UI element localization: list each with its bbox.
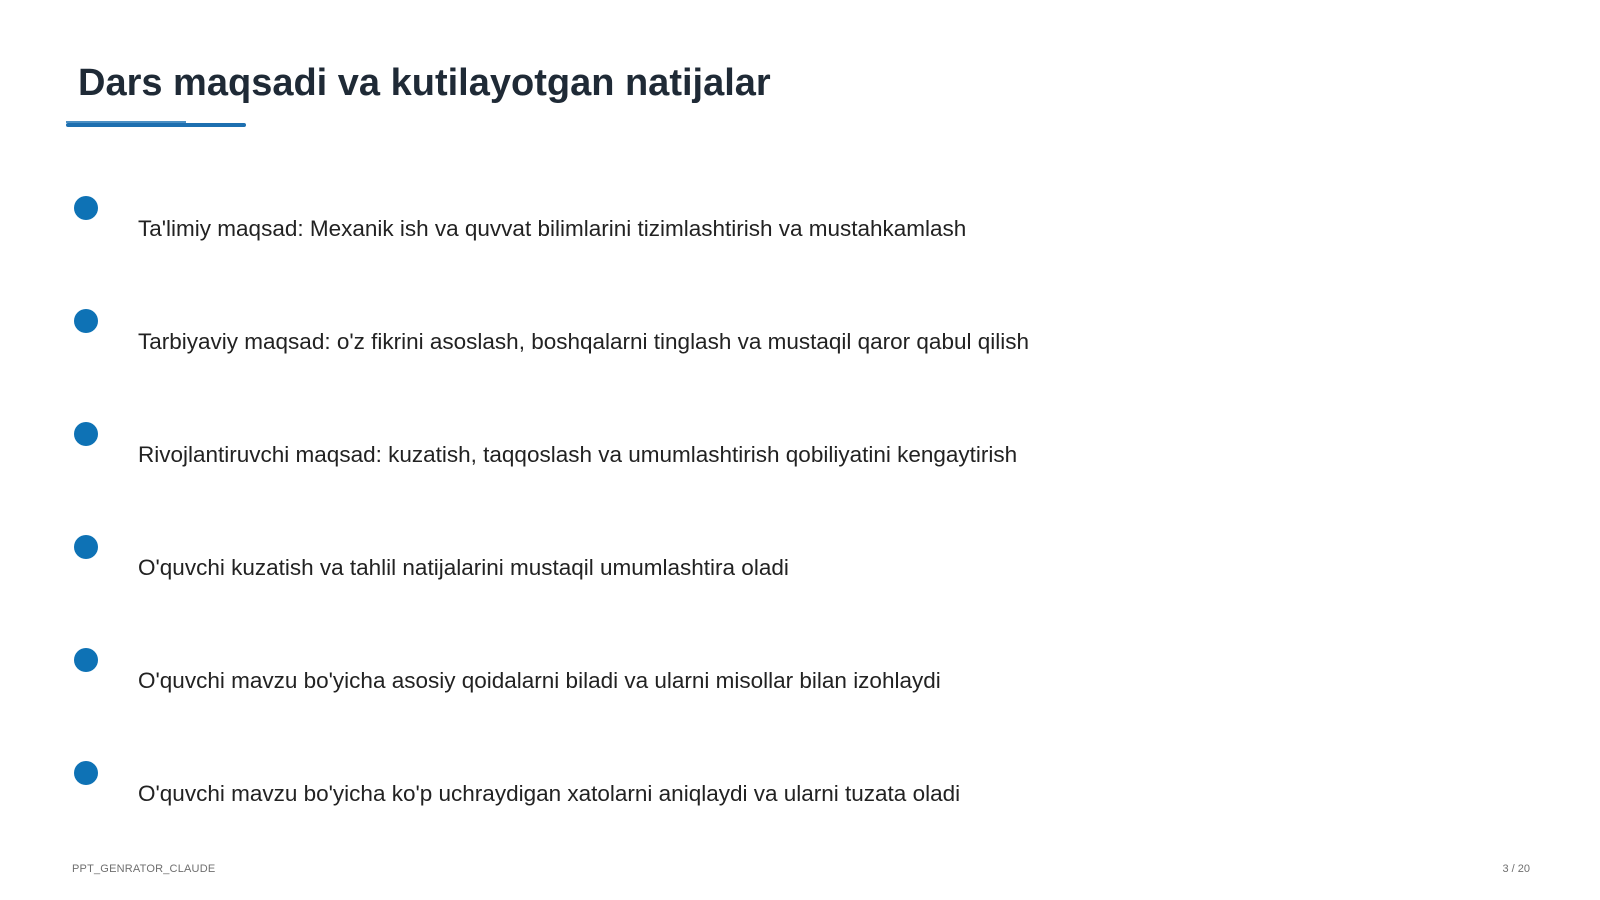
bullet-item	[74, 648, 1474, 718]
bullet-text: Tarbiyaviy maqsad: o'z fikrini asoslash, boshqalarni tinglash va mustaqil qaror qabul qilish	[138, 329, 1029, 354]
bullet-item	[74, 422, 1474, 492]
footer-source: PPT_GENRATOR_CLAUDE	[72, 863, 216, 875]
bullet-item	[74, 761, 1474, 831]
bullet-text: O'quvchi mavzu bo'yicha asosiy qoidalarni biladi va ularni misollar bilan izohlaydi	[138, 668, 941, 693]
bullet-item	[74, 535, 1474, 605]
bullet-item	[74, 196, 1474, 266]
page-number: 3 / 20	[1502, 863, 1530, 875]
circle-bullet-icon	[74, 648, 98, 672]
circle-bullet-icon	[74, 761, 98, 785]
bullet-text: O'quvchi mavzu bo'yicha ko'p uchraydigan xatolarni aniqlaydi va ularni tuzata oladi	[138, 781, 961, 806]
circle-bullet-icon	[74, 535, 98, 559]
bullet-text: Ta'limiy maqsad: Mexanik ish va quvvat bilimlarini tizimlashtirish va mustahkamlash	[138, 216, 967, 241]
slide-title: Dars maqsadi va kutilayotgan natijalar	[78, 62, 771, 104]
circle-bullet-icon	[74, 422, 98, 446]
bullet-text: O'quvchi kuzatish va tahlil natijalarini mustaqil umumlashtira oladi	[138, 555, 789, 580]
bullet-item	[74, 309, 1474, 379]
bullet-text: Rivojlantiruvchi maqsad: kuzatish, taqqoslash va umumlashtirish qobiliyatini kengaytirish	[138, 442, 1018, 467]
circle-bullet-icon	[74, 196, 98, 220]
title-underline-bar	[66, 123, 246, 127]
title-underline	[66, 121, 246, 126]
circle-bullet-icon	[74, 309, 98, 333]
